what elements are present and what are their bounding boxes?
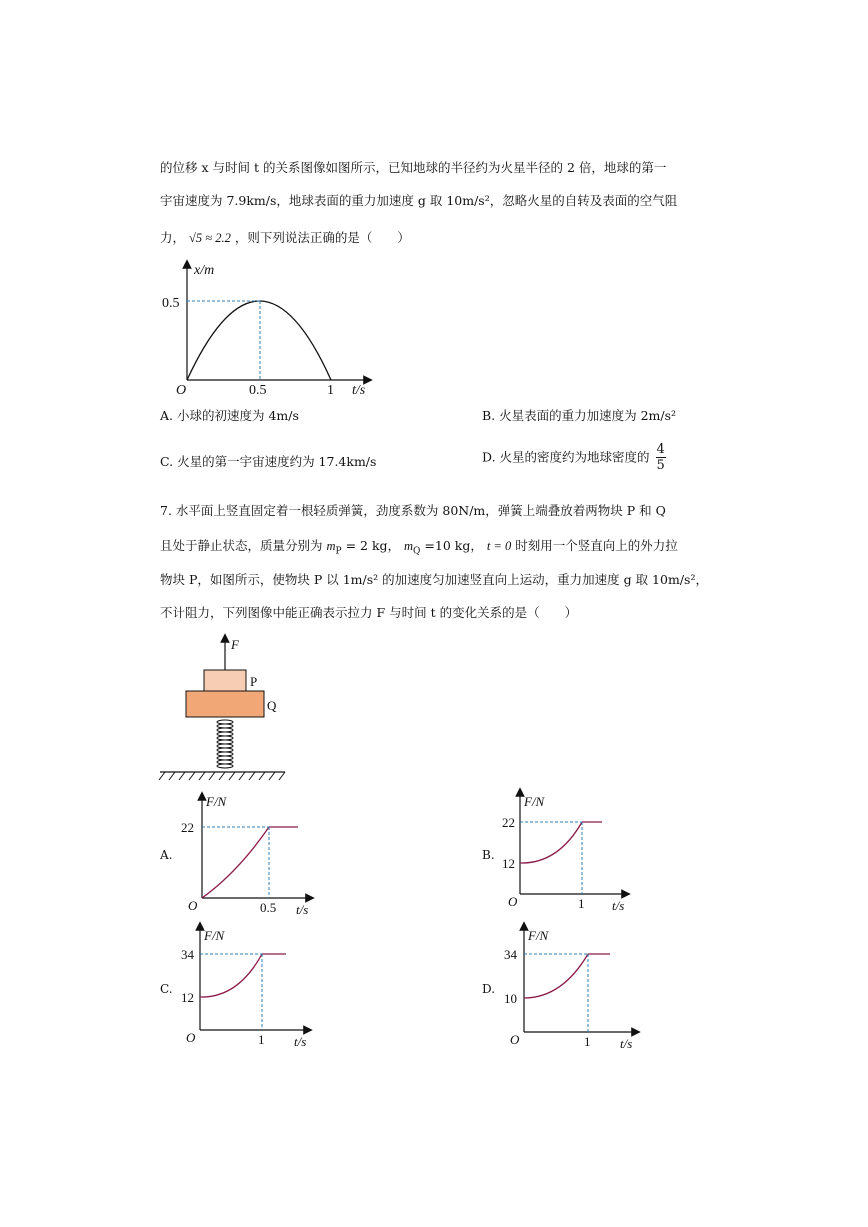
x-t-y-tick: 0.5: [162, 296, 180, 311]
option-b-label[interactable]: B.: [482, 848, 495, 862]
c-curve: [200, 954, 262, 997]
mass-p-symbol: m: [326, 539, 336, 553]
c-y-label: F/N: [204, 928, 225, 943]
d-x-tick: 1: [584, 1034, 591, 1049]
q6-line-3-b: ，则下列说法正确的是（ ）: [234, 230, 410, 245]
d-curve: [524, 954, 588, 998]
q6-line-3: [160, 230, 410, 246]
block-q: [186, 691, 264, 717]
ground-hatching: [159, 772, 285, 780]
graph-option-a[interactable]: [178, 792, 318, 917]
c-x-tick: 1: [258, 1032, 265, 1047]
q7-line-4: 不计阻力，下列图像中能正确表示拉力 F 与时间 t 的变化关系的是（ ）: [160, 605, 578, 620]
force-label: F: [231, 637, 239, 652]
option-c-label[interactable]: C.: [160, 982, 173, 996]
q7-line-3: 物块 P，如图所示，使物块 P 以 1m/s² 的加速度匀加速竖直向上运动，重力加速度 g 取 10m/s²，: [160, 572, 708, 587]
c-y-top: 34: [181, 947, 194, 962]
a-x-tick: 0.5: [260, 900, 277, 915]
x-t-curve: [187, 301, 331, 380]
c-x-label: t/s: [294, 1034, 307, 1049]
b-y-top: 22: [502, 815, 515, 830]
block-p-label: P: [250, 674, 258, 689]
a-x-label: t/s: [296, 902, 309, 917]
time-zero: t = 0: [486, 539, 512, 553]
b-x-tick: 1: [578, 896, 585, 911]
b-origin: O: [508, 894, 518, 909]
d-y-start: 10: [504, 991, 517, 1006]
d-x-label: t/s: [620, 1036, 633, 1051]
x-t-x-tick-1: 0.5: [249, 383, 267, 398]
x-t-x-label: t/s: [352, 383, 366, 398]
fraction-numerator: 4: [656, 442, 665, 457]
fraction-denominator: 5: [656, 458, 665, 473]
x-t-y-label: x/m: [194, 263, 215, 278]
d-y-top: 34: [504, 947, 517, 962]
mass-p-sub: P: [335, 546, 342, 557]
q7-line-2-a: 且处于静止状态，质量分别为: [160, 538, 323, 553]
graph-option-b[interactable]: [498, 788, 648, 913]
q6-option-b[interactable]: B. 火星表面的重力加速度为 2m/s²: [482, 408, 677, 423]
graph-option-d[interactable]: [502, 922, 652, 1052]
q7-line-1: 7. 水平面上竖直固定着一根轻质弹簧，劲度系数为 80N/m，弹簧上端叠放着两物块 P 和 Q: [160, 503, 666, 518]
q6-line-3-a: 力，: [160, 230, 186, 245]
c-origin: O: [186, 1030, 196, 1045]
b-x-label: t/s: [612, 898, 625, 913]
spring: [217, 720, 233, 768]
b-y-label: F/N: [524, 794, 545, 809]
mass-q-sub: Q: [413, 546, 421, 557]
option-a-label[interactable]: A.: [160, 848, 173, 862]
a-y-label: F/N: [206, 794, 227, 809]
block-q-label: Q: [267, 698, 277, 713]
q6-option-c[interactable]: C. 火星的第一宇宙速度约为 17.4km/s: [160, 454, 377, 469]
c-y-start: 12: [181, 990, 194, 1005]
option-d-label[interactable]: D.: [482, 982, 496, 996]
q7-line-2: [160, 538, 678, 560]
block-p: [204, 670, 246, 691]
a-curve: [202, 827, 269, 898]
q6-line-1: 的位移 x 与时间 t 的关系图像如图所示，已知地球的半径约为火星半径的 2 倍，地球的第一: [160, 160, 667, 175]
mass-q-value: =10 kg，: [420, 538, 483, 553]
graph-x-t: [160, 258, 380, 398]
b-curve: [520, 822, 582, 863]
sqrt-expression: √5 ≈ 2.2: [189, 231, 231, 245]
fraction: [656, 442, 666, 473]
x-t-origin: O: [176, 383, 187, 398]
spring-diagram: [155, 632, 295, 782]
a-origin: O: [188, 898, 198, 913]
x-t-x-tick-2: 1: [327, 383, 334, 398]
q6-option-d-text: D. 火星的密度约为地球密度的: [482, 449, 650, 465]
b-y-start: 12: [502, 856, 515, 871]
q6-line-2: 宇宙速度为 7.9km/s，地球表面的重力加速度 g 取 10m/s²，忽略火星的自转及表面的空气阻: [160, 193, 678, 208]
graph-option-c[interactable]: [178, 922, 318, 1047]
a-y-top: 22: [181, 820, 194, 835]
d-origin: O: [510, 1032, 520, 1047]
q6-option-d[interactable]: [482, 442, 666, 473]
mass-q-symbol: m: [404, 539, 414, 553]
d-y-label: F/N: [528, 928, 549, 943]
q6-option-a[interactable]: A. 小球的初速度为 4m/s: [160, 408, 299, 423]
mass-p-value: = 2 kg，: [341, 538, 401, 553]
q7-line-2-b: 时刻用一个竖直向上的外力拉: [515, 538, 678, 553]
